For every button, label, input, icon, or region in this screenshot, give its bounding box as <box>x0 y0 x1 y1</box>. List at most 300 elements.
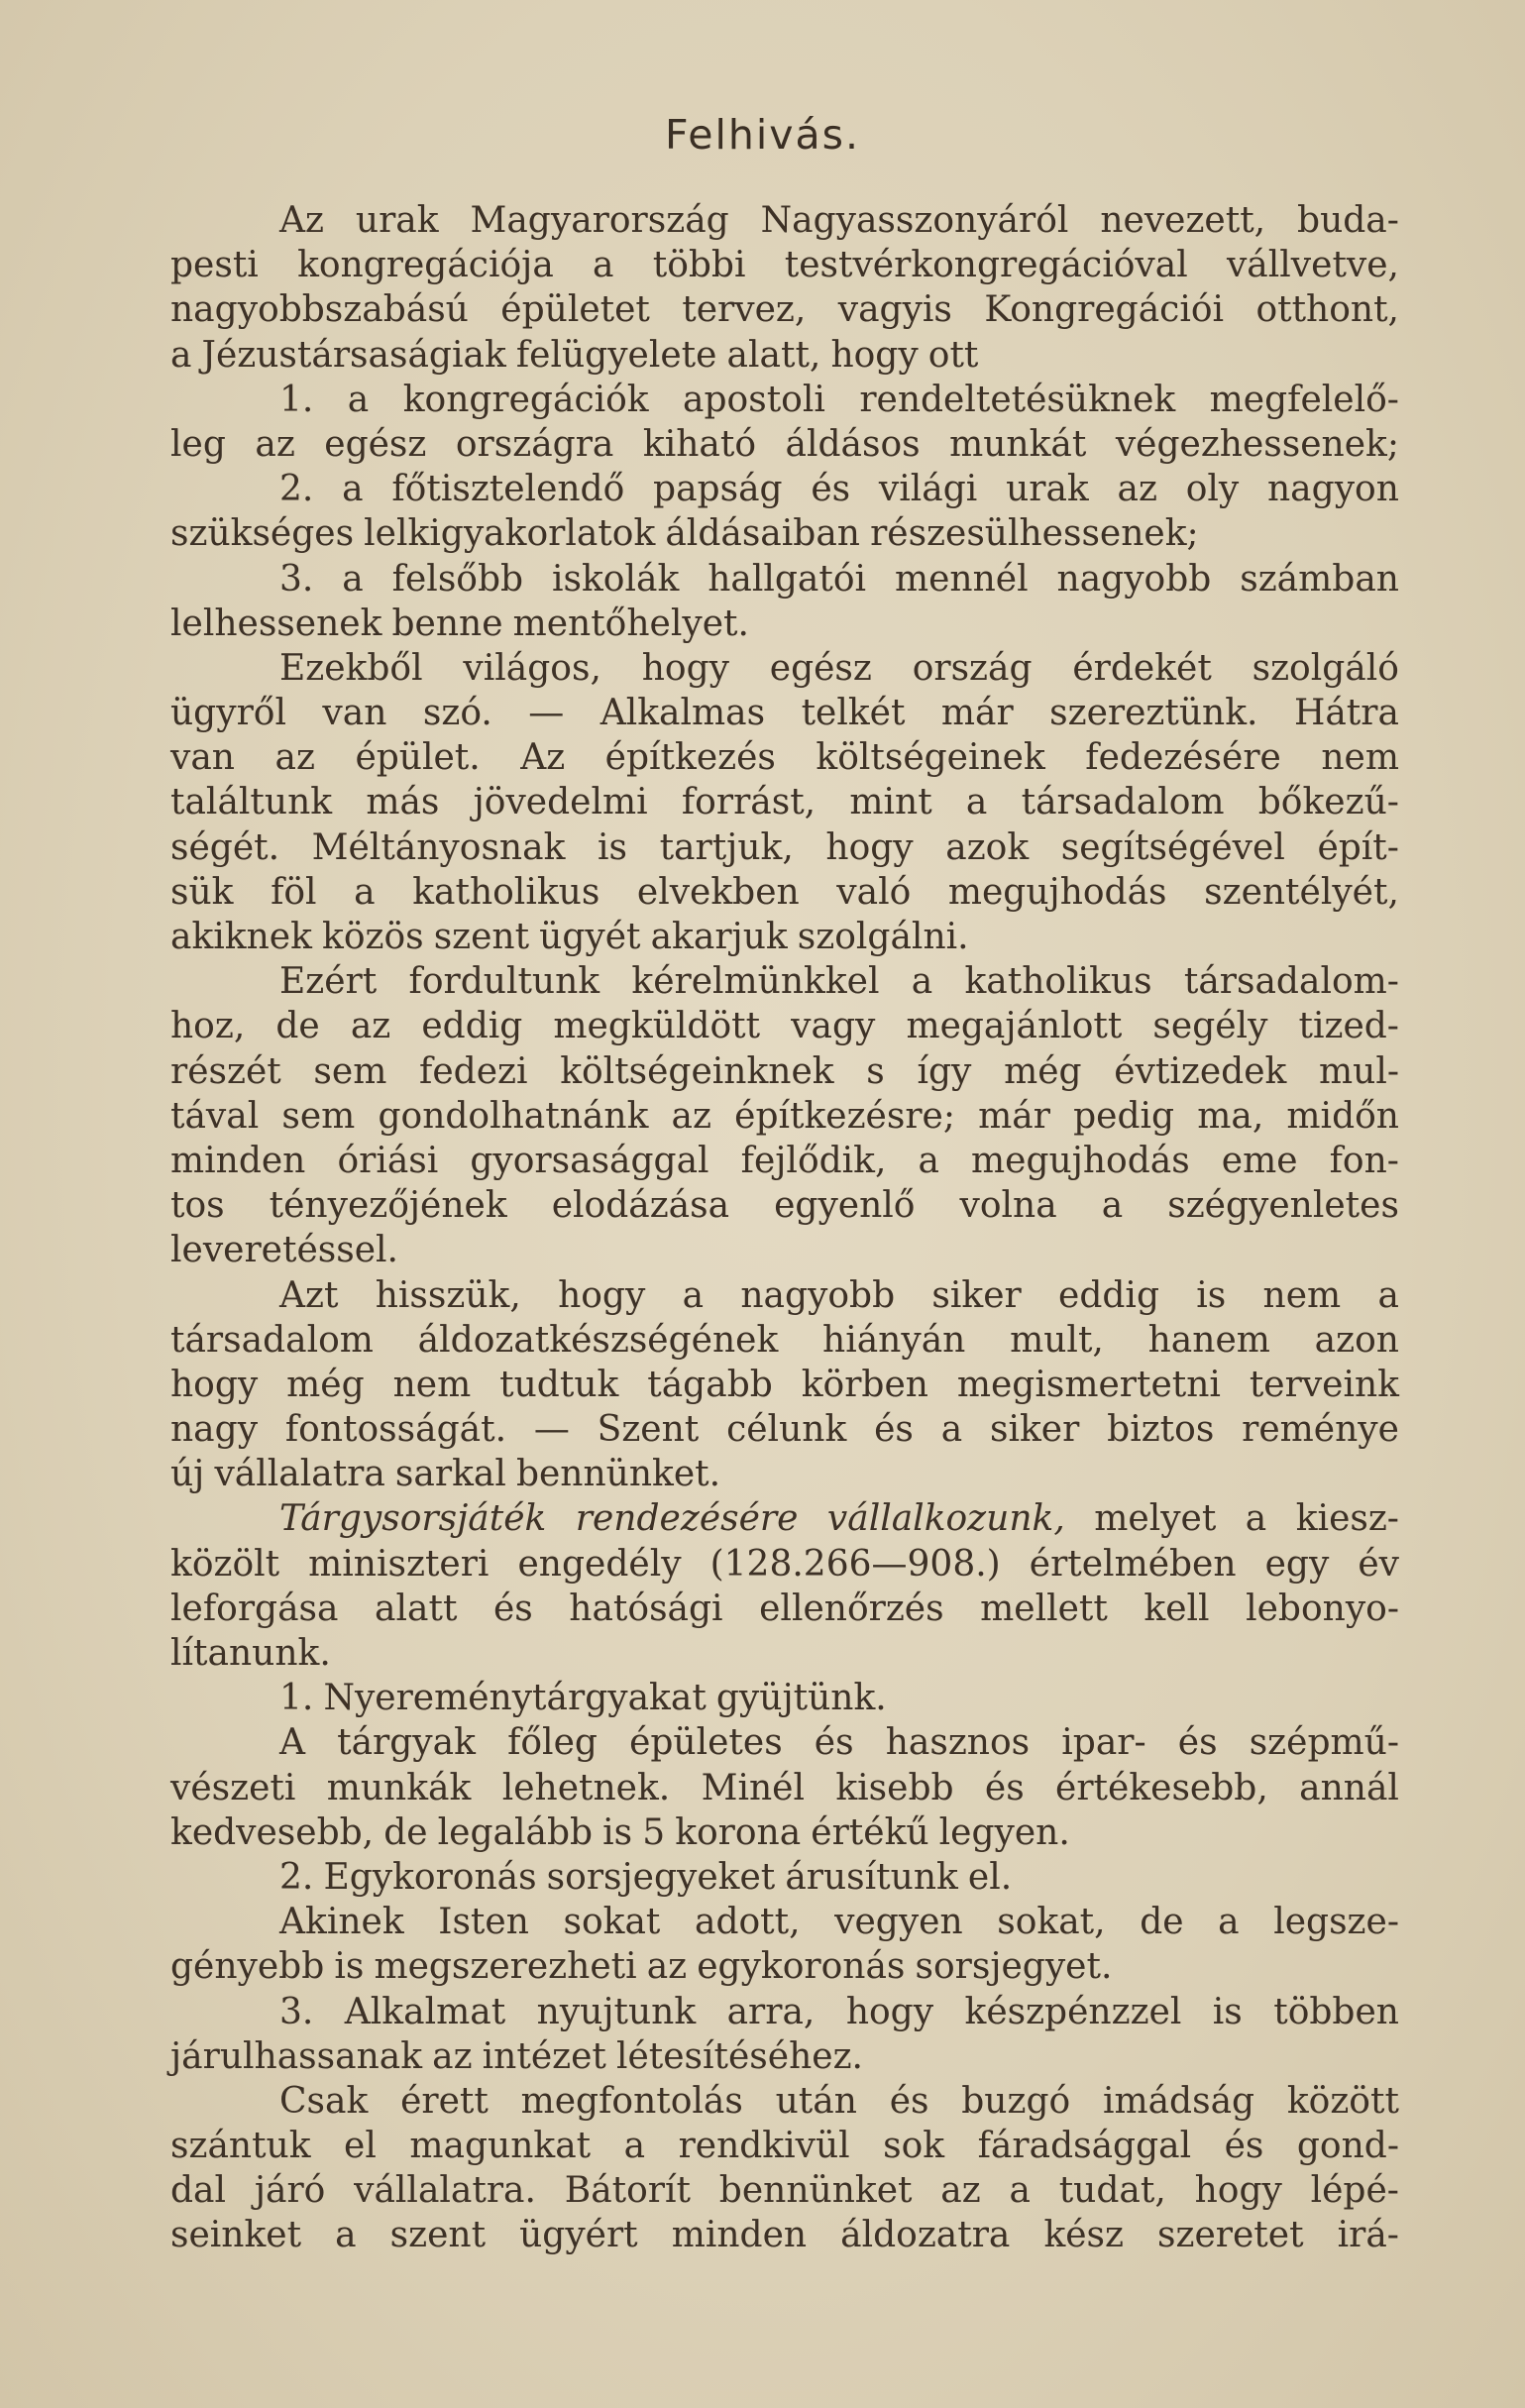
word: nagy <box>170 1409 259 1451</box>
word: adott, <box>694 1902 801 1943</box>
word: tárgyak <box>337 1722 476 1764</box>
word: hasznos <box>885 1722 1031 1764</box>
word: de <box>1140 1902 1184 1943</box>
word: a <box>342 469 364 510</box>
word: gényebb <box>170 1946 325 1988</box>
word: sarkal <box>394 1454 506 1495</box>
word: Minél <box>701 1767 805 1808</box>
word: tos <box>170 1185 225 1227</box>
word: sokat <box>563 1902 661 1943</box>
word: intézet <box>482 2035 606 2077</box>
word: ügyért <box>519 2215 638 2256</box>
word: számban <box>1240 558 1399 600</box>
word: ségét. <box>170 826 280 868</box>
word: engedély <box>517 1543 682 1585</box>
text-line <box>170 333 1399 378</box>
word: Az <box>279 200 324 241</box>
word: hanem <box>1147 1319 1270 1361</box>
word: imádság <box>1102 2080 1255 2122</box>
word: az <box>1117 469 1157 510</box>
word: fontosságát. <box>284 1409 507 1451</box>
word: Szent <box>597 1409 700 1451</box>
word: minden <box>671 2215 808 2256</box>
word: fordultunk <box>408 961 600 1003</box>
word: Azt <box>279 1274 339 1316</box>
word: országra <box>455 423 614 465</box>
word: Jézustársaságiak <box>201 334 506 376</box>
word: társadalom <box>170 1319 374 1361</box>
word: értelmében <box>1029 1543 1237 1585</box>
word: elodázása <box>551 1185 730 1227</box>
word: és <box>811 469 851 510</box>
word: segítségével <box>1060 826 1285 868</box>
word: áldozatkészségének <box>417 1319 779 1361</box>
word: felügyelete <box>515 334 717 376</box>
word: a <box>1245 1498 1267 1540</box>
word: a <box>623 2126 646 2167</box>
word: a <box>965 782 988 823</box>
word: és <box>1177 1722 1218 1764</box>
word: pesti <box>170 245 259 286</box>
text-line <box>170 1631 1399 1676</box>
word: hallgatói <box>708 558 867 600</box>
word: a <box>1101 1185 1124 1227</box>
word: katholikus <box>964 961 1152 1003</box>
text-line <box>170 1452 1399 1496</box>
word: tával <box>170 1095 260 1137</box>
text-line <box>170 1810 1399 1855</box>
word: rendeltetésüknek <box>859 379 1176 420</box>
text-line <box>170 467 1399 511</box>
word: minden <box>170 1140 306 1181</box>
word: és <box>889 2080 929 2122</box>
word: lítanunk. <box>170 1633 331 1674</box>
word: költségeinek <box>816 737 1045 779</box>
word: (128.266—908.) <box>709 1543 1001 1585</box>
word: sokat, <box>997 1902 1106 1943</box>
word: építkezésre; <box>734 1095 955 1137</box>
word: az <box>940 2170 981 2212</box>
word: között <box>1286 2080 1399 2122</box>
word: leg <box>170 423 226 465</box>
text-line <box>170 287 1399 332</box>
text-line <box>170 422 1399 467</box>
word: bennünket. <box>515 1454 721 1495</box>
word: lehetnek. <box>501 1767 671 1808</box>
word: lebonyo- <box>1246 1587 1399 1629</box>
text-line <box>170 2168 1399 2213</box>
text-line <box>170 646 1399 691</box>
word: siker <box>931 1274 1022 1316</box>
word: Magyarország <box>470 200 729 241</box>
word: költségeinknek <box>560 1050 834 1092</box>
word: építkezés <box>604 737 776 779</box>
word: szent <box>389 2215 487 2256</box>
word: Az <box>520 737 566 779</box>
word: megfelelő- <box>1209 379 1399 420</box>
word: kész <box>1043 2215 1124 2256</box>
word: gyorsasággal <box>470 1140 709 1181</box>
word: közös <box>322 917 424 957</box>
word: áldásos <box>785 423 921 465</box>
word: lépé- <box>1310 2170 1399 2212</box>
word: nagyobb <box>740 1274 896 1316</box>
word: fáradsággal <box>977 2126 1192 2167</box>
word: tényezőjének <box>269 1185 507 1227</box>
word: a <box>1218 1902 1240 1943</box>
word: azon <box>1314 1319 1399 1361</box>
word: — <box>533 1409 570 1451</box>
word: áldozatra <box>840 2215 1011 2256</box>
word: készpénzzel <box>964 1991 1182 2032</box>
word: volna <box>959 1185 1057 1227</box>
word: nagyon <box>1267 469 1399 510</box>
text-line <box>170 1900 1399 1944</box>
word: Alkalmas <box>599 693 766 734</box>
word: a <box>682 1274 705 1316</box>
word: megujhodás <box>971 1140 1190 1181</box>
word: Kongregációi <box>984 289 1225 331</box>
text-line <box>170 1049 1399 1094</box>
word: többi <box>652 245 746 286</box>
word: mentőhelyet. <box>512 602 749 644</box>
word: megismertetni <box>956 1364 1221 1405</box>
word: arra, <box>726 1991 816 2032</box>
body-text <box>170 198 1399 2258</box>
word: de <box>383 1811 428 1853</box>
word: elvekben <box>636 871 800 913</box>
word: urak <box>355 200 439 241</box>
text-line <box>170 1676 1399 1720</box>
text-line <box>170 691 1399 735</box>
word: után <box>775 2080 857 2122</box>
word: oly <box>1185 469 1240 510</box>
text-line <box>170 2034 1399 2079</box>
word: egy <box>1264 1543 1330 1585</box>
word: — <box>528 693 565 734</box>
word: főtisztelendő <box>391 469 625 510</box>
word: évtizedek <box>1114 1050 1287 1092</box>
word: sem <box>313 1050 387 1092</box>
word: a <box>347 379 370 420</box>
word: bennünket <box>718 2170 913 2212</box>
word: is <box>602 1811 633 1853</box>
word: is <box>597 826 627 868</box>
word: ott <box>927 334 979 376</box>
text-line <box>170 2213 1399 2257</box>
word: telkét <box>801 693 906 734</box>
word: hatósági <box>569 1587 723 1629</box>
word: még <box>1004 1050 1082 1092</box>
word: hogy <box>641 647 729 689</box>
word: társadalom- <box>1183 961 1399 1003</box>
word: rendezésére <box>575 1498 799 1540</box>
text-line <box>170 1004 1399 1048</box>
word: mennél <box>894 558 1029 600</box>
word: többen <box>1273 1991 1399 2032</box>
word: értékű <box>811 1811 929 1853</box>
word: mellett <box>980 1587 1108 1629</box>
text-line <box>170 1094 1399 1139</box>
word: Nagyasszonyáról <box>760 200 1069 241</box>
word: sorsjegyeket <box>546 1856 776 1898</box>
word: eme <box>1221 1140 1298 1181</box>
word: sorsjegyet. <box>915 1946 1113 1988</box>
text-line <box>170 825 1399 870</box>
word: az <box>646 1946 688 1988</box>
word: hogy <box>845 1991 934 2032</box>
word: nem <box>392 1364 472 1405</box>
word: hisszük, <box>375 1274 521 1316</box>
word: sem <box>281 1095 356 1137</box>
word: vállalatra. <box>354 2170 536 2212</box>
word: 1. <box>279 1678 314 1719</box>
word: szó. <box>422 693 492 734</box>
word: épít- <box>1317 826 1399 868</box>
text-line <box>170 959 1399 1004</box>
word: ország <box>912 647 1033 689</box>
text-line <box>170 1944 1399 1989</box>
word: midőn <box>1286 1095 1399 1137</box>
text-line <box>170 1273 1399 1318</box>
word: a <box>911 961 933 1003</box>
word: és <box>984 1767 1025 1808</box>
word: vészeti <box>170 1767 296 1808</box>
word: vagyis <box>837 289 952 331</box>
text-line <box>170 1139 1399 1183</box>
word: seinket <box>170 2215 302 2256</box>
word: 3. <box>279 1991 314 2032</box>
text-line <box>170 511 1399 556</box>
word: érett <box>400 2080 489 2122</box>
word: más <box>366 782 440 823</box>
word: szükséges <box>170 513 355 555</box>
word: ma, <box>1197 1095 1264 1137</box>
word: gond- <box>1296 2126 1399 2167</box>
word: a <box>1009 2170 1031 2212</box>
word: egyenlő <box>774 1185 916 1227</box>
word: kiható <box>642 423 756 465</box>
word: fon- <box>1329 1140 1399 1181</box>
word: való <box>836 871 912 913</box>
word: korona <box>675 1811 802 1853</box>
word: akiknek <box>170 917 312 957</box>
word: lelkigyakorlatok <box>364 513 656 555</box>
word: és <box>874 1409 914 1451</box>
word: A <box>279 1722 305 1764</box>
word: akarjuk <box>650 917 788 957</box>
word: megujhodás <box>947 871 1167 913</box>
word: az <box>350 1006 391 1047</box>
word: a <box>1377 1274 1399 1316</box>
word: nevezett, <box>1100 200 1266 241</box>
text-line <box>170 1855 1399 1900</box>
word: megszerezheti <box>374 1946 637 1988</box>
word: megfontolás <box>520 2080 743 2122</box>
word: áldásaiban <box>665 513 860 555</box>
word: segély <box>1152 1006 1268 1047</box>
word: Hátra <box>1293 693 1399 734</box>
word: nem <box>1321 737 1399 779</box>
word: gyüjtünk. <box>715 1678 887 1719</box>
word: munkák <box>326 1767 472 1808</box>
word: a <box>918 1140 939 1181</box>
word: föl <box>271 871 317 913</box>
word: a <box>593 245 614 286</box>
word: Ezért <box>279 961 378 1003</box>
text-line <box>170 1720 1399 1765</box>
word: siker <box>990 1409 1080 1451</box>
word: körben <box>801 1364 928 1405</box>
word: a <box>940 1409 963 1451</box>
word: buda- <box>1297 200 1399 241</box>
word: a <box>170 334 192 376</box>
word: szolgálni. <box>797 917 969 957</box>
text-line <box>170 1228 1399 1272</box>
word: a <box>342 558 364 600</box>
word: és <box>492 1587 533 1629</box>
word: ügyét <box>539 917 641 957</box>
word: urak <box>1006 469 1089 510</box>
word: katholikus <box>412 871 600 913</box>
page-title: Felhivás. <box>664 111 861 159</box>
word: tervez, <box>682 289 807 331</box>
text-line <box>170 602 1399 646</box>
text-line <box>170 915 1399 959</box>
word: Isten <box>438 1902 529 1943</box>
word: az <box>671 1095 711 1137</box>
word: ellenőrzés <box>759 1587 944 1629</box>
word: mult, <box>1010 1319 1104 1361</box>
word: lelhessenek <box>170 602 382 644</box>
word: érdekét <box>1072 647 1212 689</box>
text-line <box>170 1318 1399 1363</box>
word: pedig <box>1073 1095 1175 1137</box>
word: terveink <box>1249 1364 1399 1405</box>
word: még <box>286 1364 365 1405</box>
text-line <box>170 1766 1399 1810</box>
word: létesítéséhez. <box>615 2035 863 2077</box>
word: fejlődik, <box>740 1140 887 1181</box>
text-line <box>170 1496 1399 1541</box>
word: annál <box>1299 1767 1399 1808</box>
word: 1. <box>279 379 314 420</box>
word: Ezekből <box>279 647 423 689</box>
word: apostoli <box>683 379 825 420</box>
word: leveretéssel. <box>170 1230 398 1271</box>
word: tartjuk, <box>659 826 794 868</box>
word: találtunk <box>170 782 333 823</box>
word: hogy <box>825 826 914 868</box>
word: az <box>274 737 315 779</box>
word: dal <box>170 2170 227 2212</box>
word: hogy <box>830 334 919 376</box>
word: papság <box>653 469 783 510</box>
text-line <box>170 1183 1399 1228</box>
word: szereztünk. <box>1049 693 1258 734</box>
word: vagy <box>791 1006 876 1047</box>
word: eddig <box>1058 1274 1159 1316</box>
word: kongregációja <box>297 245 554 286</box>
word: azok <box>945 826 1030 868</box>
word: és <box>814 1722 854 1764</box>
word: épület. <box>355 737 481 779</box>
word: vállalatra <box>214 1454 385 1495</box>
word: eddig <box>421 1006 523 1047</box>
word: egykoronás <box>697 1946 906 1988</box>
word: hogy <box>170 1364 259 1405</box>
word: szeretet <box>1157 2215 1304 2256</box>
word: nagyobbszabású <box>170 289 469 331</box>
word: van <box>322 693 387 734</box>
word: világos, <box>463 647 601 689</box>
text-line <box>170 1542 1399 1587</box>
word: kedvesebb, <box>170 1811 375 1853</box>
word: alatt <box>375 1587 458 1629</box>
word: is <box>334 1946 365 1988</box>
word: hoz, <box>170 1006 246 1047</box>
word: hogy <box>1194 2170 1282 2212</box>
word: közölt <box>170 1543 280 1585</box>
word: reménye <box>1242 1409 1399 1451</box>
word: hiányán <box>822 1319 966 1361</box>
word: vállvetve, <box>1226 245 1399 286</box>
word: jövedelmi <box>473 782 648 823</box>
text-line <box>170 2079 1399 2124</box>
word: Alkalmat <box>344 1991 506 2032</box>
word: kérelmünkkel <box>631 961 880 1003</box>
word: rendkivül <box>678 2126 850 2167</box>
text-line <box>170 378 1399 422</box>
word: magunkat <box>409 2126 592 2167</box>
word: kongregációk <box>402 379 649 420</box>
word: óriási <box>337 1140 439 1181</box>
text-line <box>170 243 1399 287</box>
word: egész <box>769 647 872 689</box>
text-line <box>170 1587 1399 1631</box>
text-line <box>170 1407 1399 1452</box>
text-line <box>170 1990 1399 2034</box>
word: vegyen <box>834 1902 963 1943</box>
word: épületet <box>500 289 650 331</box>
word: 5 <box>642 1811 666 1853</box>
word: kiesz- <box>1295 1498 1399 1540</box>
word: nem <box>1262 1274 1342 1316</box>
word: célunk <box>726 1409 847 1451</box>
word: hogy <box>558 1274 646 1316</box>
word: van <box>170 737 235 779</box>
word: végezhessenek; <box>1115 423 1399 465</box>
word: kell <box>1144 1587 1210 1629</box>
text-line <box>170 198 1399 243</box>
word: benne <box>391 602 503 644</box>
word: is <box>1212 1991 1243 2032</box>
word: már <box>940 693 1014 734</box>
word: szolgáló <box>1252 647 1399 689</box>
word: Bátorít <box>564 2170 691 2212</box>
word: is <box>1196 1274 1227 1316</box>
word: így <box>917 1050 972 1092</box>
text-line <box>170 780 1399 824</box>
word: ügyről <box>170 693 286 734</box>
word: szentélyét, <box>1204 871 1399 913</box>
text-line <box>170 870 1399 915</box>
word: melyet <box>1094 1498 1217 1540</box>
word: bőkezű- <box>1257 782 1399 823</box>
word: főleg <box>507 1722 598 1764</box>
word: Egykoronás <box>323 1856 537 1898</box>
word: iskolák <box>551 558 680 600</box>
